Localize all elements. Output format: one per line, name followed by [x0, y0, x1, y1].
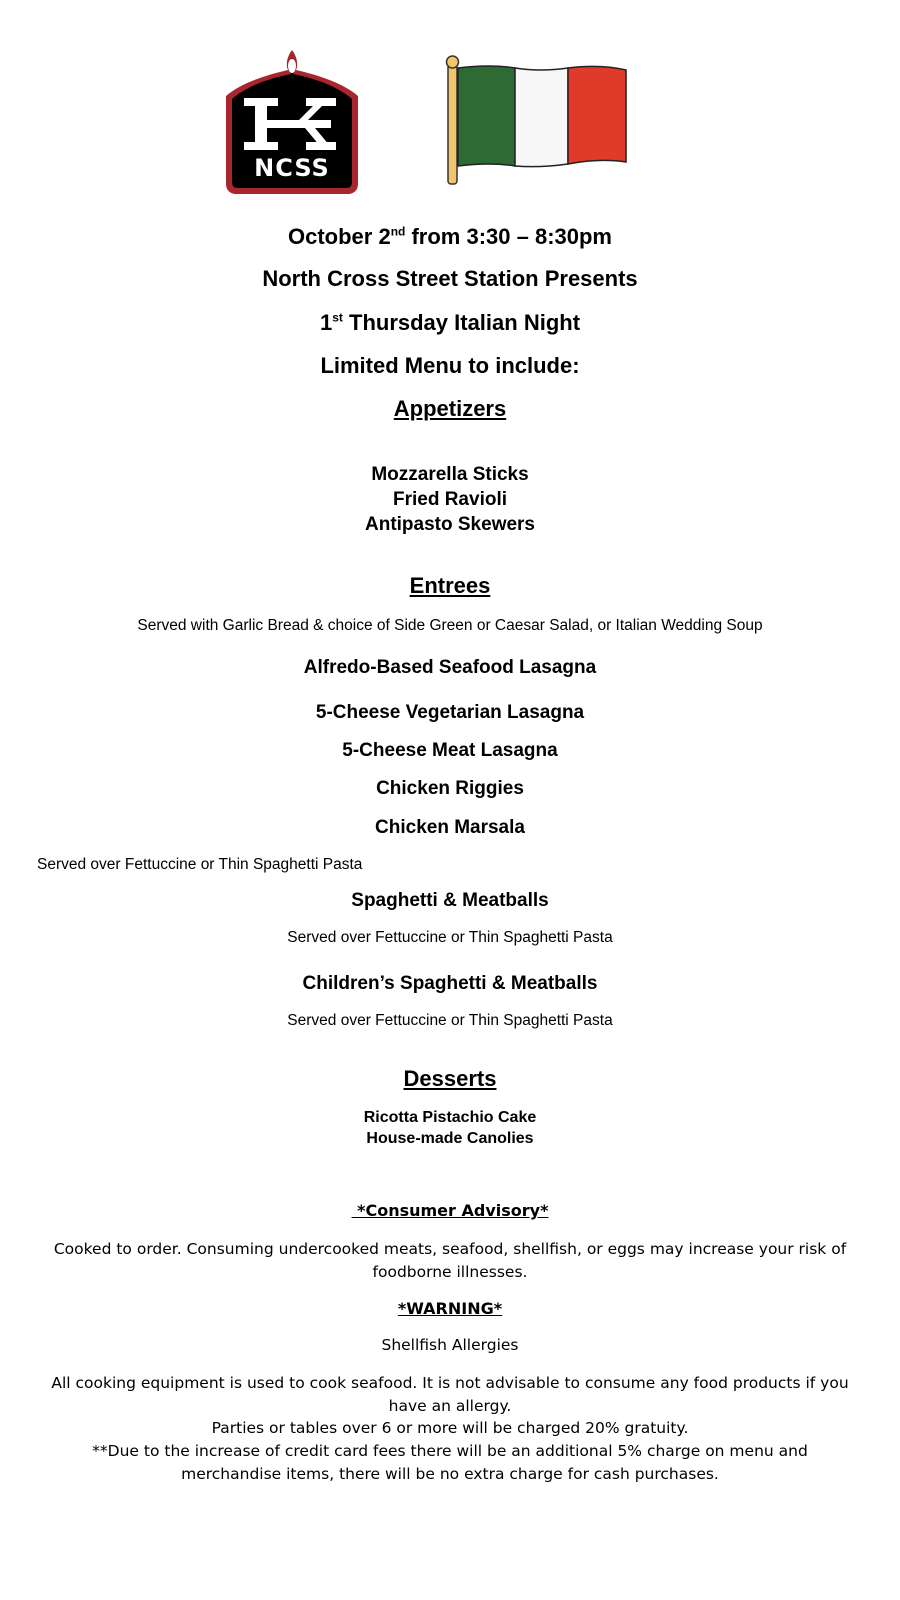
dessert-item: House-made Canolies [366, 1130, 534, 1147]
entree-item: Alfredo-Based Seafood Lasagna [303, 657, 597, 678]
gratuity-text: Parties or tables over 6 or more will be charged 20% gratuity. [211, 1419, 689, 1437]
list-item: Fried Ravioli [392, 489, 508, 510]
menu-intro: Limited Menu to include: [320, 353, 580, 378]
logo-text: NCSS [254, 154, 330, 182]
title-number: 1 [319, 310, 333, 335]
children-item: Children’s Spaghetti & Meatballs [302, 973, 598, 994]
event-date [0, 224, 900, 250]
desserts-heading: Desserts [403, 1066, 497, 1091]
equipment-text: All cooking equipment is used to cook seafood. It is not advisable to consume any food products if you have an allergy. [51, 1374, 849, 1415]
dessert-item: Ricotta Pistachio Cake [363, 1109, 537, 1126]
advisory-text: Cooked to order. Consuming undercooked meats, seafood, shellfish, or eggs may increase your risk of foodborne illnesses. [53, 1240, 847, 1281]
fees-text: **Due to the increase of credit card fees there will be an additional 5% charge on menu and merchandise items, there will be no extra charge for cash purchases. [92, 1442, 808, 1483]
appetizers-list [0, 462, 900, 537]
entree-item: 5-Cheese Vegetarian Lasagna [315, 702, 585, 723]
italian-flag [440, 54, 635, 189]
spaghetti-note: Served over Fettuccine or Thin Spaghetti Pasta [287, 929, 613, 946]
date-suffix: nd [390, 224, 406, 239]
allergy-label: Shellfish Allergies [381, 1336, 519, 1354]
event-title [0, 310, 900, 336]
date-prefix: October 2 [287, 224, 391, 249]
ncss-logo [222, 46, 362, 201]
children-note: Served over Fettuccine or Thin Spaghetti Pasta [287, 1012, 613, 1029]
italian-flag-icon [440, 54, 635, 189]
warning-heading: *WARNING* [397, 1299, 503, 1318]
list-item: Antipasto Skewers [365, 514, 535, 535]
advisory-heading: *Consumer Advisory* [351, 1201, 549, 1220]
entree-item: 5-Cheese Meat Lasagna [342, 740, 558, 761]
entrees-note: Served with Garlic Bread & choice of Side Green or Caesar Salad, or Italian Wedding Soup [137, 617, 763, 634]
appetizers-heading: Appetizers [393, 396, 507, 421]
list-item: Mozzarella Sticks [371, 464, 529, 485]
presenter: North Cross Street Station Presents [262, 266, 638, 291]
entrees-heading: Entrees [409, 573, 491, 598]
marsala-note: Served over Fettuccine or Thin Spaghetti Pasta [37, 856, 363, 873]
date-time: from 3:30 – 8:30pm [405, 224, 612, 249]
title-rest: Thursday Italian Night [342, 310, 581, 335]
entree-item: Chicken Marsala [375, 817, 525, 838]
title-suffix: st [332, 310, 343, 325]
entree-item: Chicken Riggies [376, 778, 524, 799]
spaghetti-item: Spaghetti & Meatballs [351, 890, 549, 911]
